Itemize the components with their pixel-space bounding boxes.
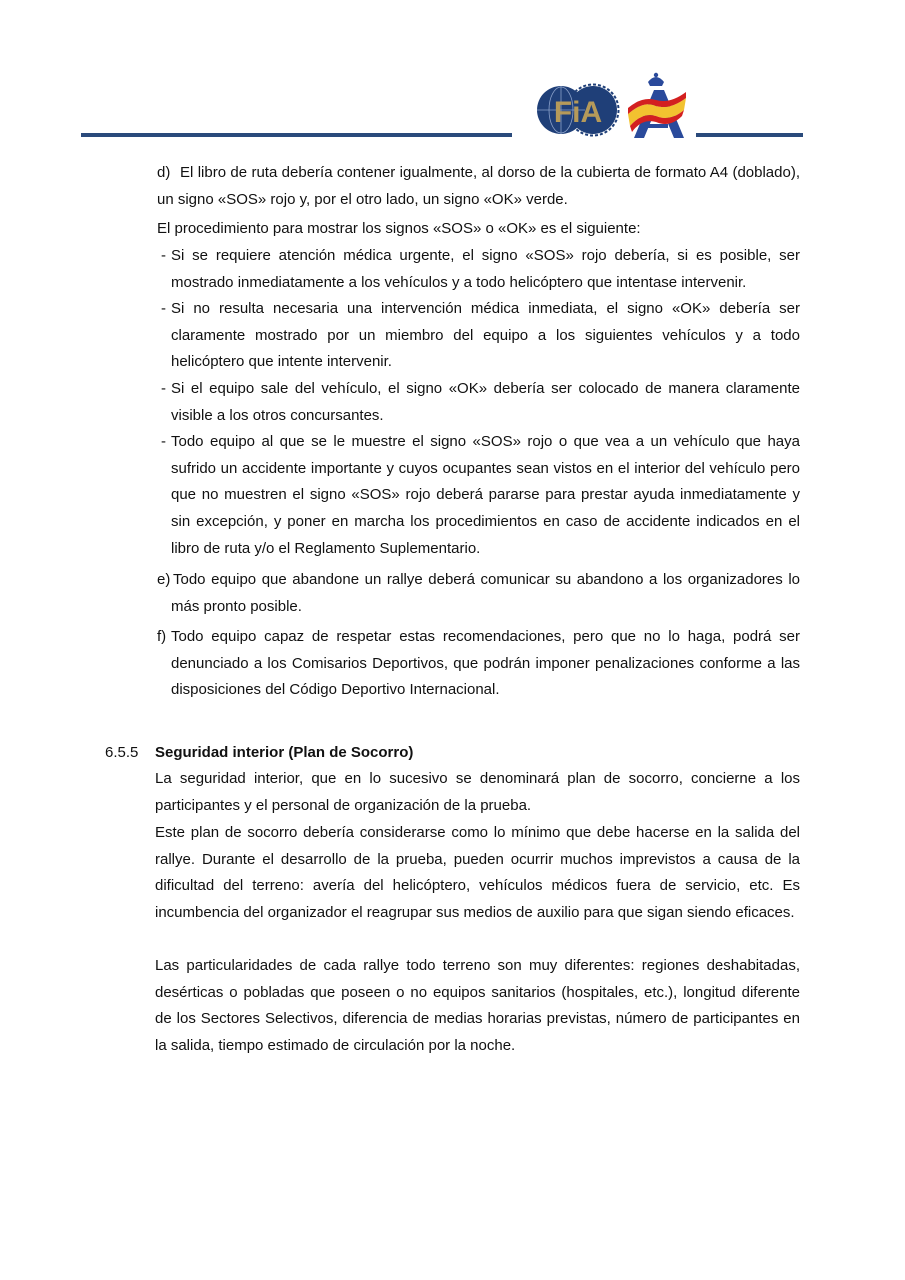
bullet-item: Si el equipo sale del vehículo, el signo «OK» debería ser colocado de manera claramente visible a los otros concursantes. bbox=[171, 380, 800, 424]
section-paragraph: Este plan de socorro debería considerarse como lo mínimo que debe hacerse en la salida del rallye. Durante el desarrollo de la prueba, pueden ocurrir muchos imprevistos a causa de la dificultad del terreno: avería del helicóptero, vehículos médicos fuera de servicio, etc. Es incumbencia del organizador el reagrupar sus medios de auxilio para que sigan siendo eficaces. bbox=[155, 824, 800, 922]
item-d-text: El libro de ruta debería contener igualmente, al dorso de la cubierta de formato A4 (doblado), un signo «SOS» rojo y, por el otro lado, un signo «OK» verde. bbox=[157, 164, 800, 208]
fia-logo-icon bbox=[536, 80, 620, 140]
item-d-marker: d) bbox=[157, 164, 171, 181]
bullet-marker: - bbox=[161, 433, 166, 450]
section-paragraph: La seguridad interior, que en lo sucesivo se denominará plan de socorro, concierne a los participantes y el personal de organización de la prueba. bbox=[155, 770, 800, 814]
item-e-text: Todo equipo que abandone un rallye deberá comunicar su abandono a los organizadores lo más pronto posible. bbox=[171, 571, 800, 615]
section-title: Seguridad interior (Plan de Socorro) bbox=[155, 744, 414, 761]
item-f-marker: f) bbox=[157, 628, 167, 645]
svg-text:FiA: FiA bbox=[553, 96, 603, 129]
header-rule-right bbox=[696, 133, 803, 137]
bullet-item: Si se requiere atención médica urgente, el signo «SOS» rojo debería, si es posible, ser mostrado inmediatamente a los vehículos y a todo helicóptero que intentase intervenir. bbox=[171, 247, 800, 291]
bullet-item: Si no resulta necesaria una intervención médica inmediata, el signo «OK» debería ser claramente mostrado por un miembro del equipo a los siguientes vehículos y a todo helicóptero que intente intervenir. bbox=[171, 300, 800, 371]
bullet-marker: - bbox=[161, 300, 166, 317]
bullet-item: Todo equipo al que se le muestre el signo «SOS» rojo o que vea a un vehículo que haya sufrido un accidente importante y cuyos ocupantes sean vistos en el interior del vehículo pero que no muestren el signo «SOS» rojo deberá pararse para prestar ayuda inmediatamente y sin excepción, y poner en marcha los procedimientos en caso de accidente indicados en el libro de ruta y/o el Reglamento Suplementario. bbox=[171, 433, 800, 557]
section-paragraph: Las particularidades de cada rallye todo terreno son muy diferentes: regiones deshabitadas, desérticas o pobladas que poseen o no equipos sanitarios (hospitales, etc.), longitud diferente de los Sectores Selectivos, diferencia de medias horarias previstas, número de participantes en la salida, tiempo estimado de circulación por la noche. bbox=[155, 957, 800, 1055]
item-e-marker: e) bbox=[157, 571, 171, 588]
section-number: 6.5.5 bbox=[105, 744, 139, 761]
header-rule-left bbox=[81, 133, 512, 137]
item-f-text: Todo equipo capaz de respetar estas recomendaciones, pero que no lo haga, podrá ser denunciado a los Comisarios Deportivos, que podrán imponer penalizaciones conforme a las disposiciones del Código Deportivo Internacional. bbox=[171, 628, 800, 699]
bullet-marker: - bbox=[161, 247, 166, 264]
rfeda-logo-icon bbox=[624, 70, 688, 140]
procedure-intro: El procedimiento para mostrar los signos «SOS» o «OK» es el siguiente: bbox=[157, 220, 641, 237]
bullet-marker: - bbox=[161, 380, 166, 397]
